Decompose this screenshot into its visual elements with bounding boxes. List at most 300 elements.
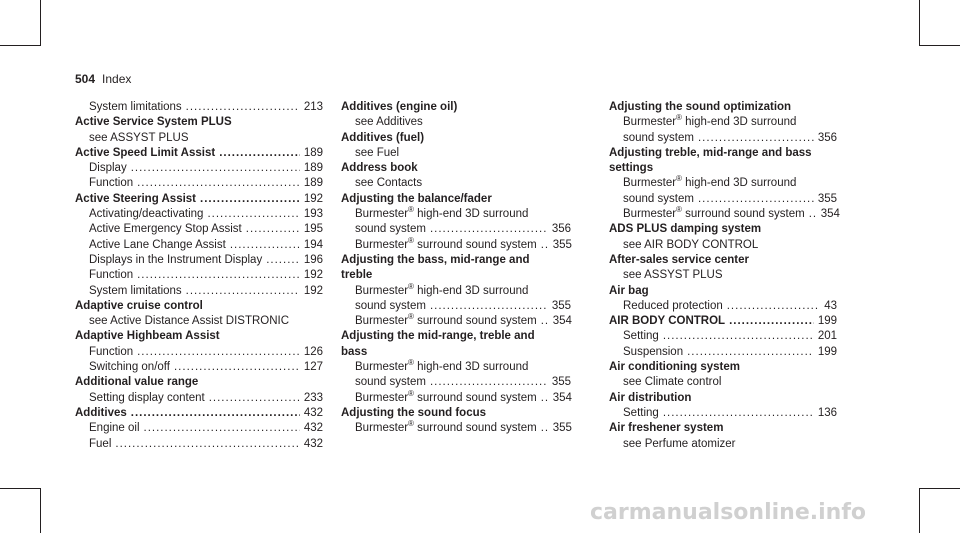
index-subentry <box>75 284 323 299</box>
crop-mark <box>919 45 960 46</box>
entry-label: Adaptive Highbeam Assist <box>75 330 220 343</box>
page-reference[interactable]: 201 <box>817 330 837 343</box>
page-header <box>75 72 131 86</box>
entry-label: Adjusting the balance/fader <box>341 192 492 205</box>
page-reference[interactable]: 213 <box>303 101 323 113</box>
page-reference[interactable]: 195 <box>303 223 323 236</box>
entry-label: Burmester <box>355 238 409 251</box>
entry-text <box>89 345 133 360</box>
entry-text <box>623 345 683 360</box>
entry-label-rest: high-end 3D surround <box>681 177 797 190</box>
dot-leader <box>186 100 300 115</box>
entry-label: System limitations <box>89 101 182 113</box>
entry-text <box>623 192 694 207</box>
entry-text <box>75 116 232 128</box>
index-subentry <box>609 115 837 130</box>
dot-leader <box>541 314 549 329</box>
entry-label: see Perfume atomizer <box>623 437 736 450</box>
dot-leader <box>186 284 300 299</box>
dot-leader <box>541 238 549 253</box>
index-subentry <box>609 345 837 360</box>
entry-label: see ASSYST PLUS <box>623 269 723 282</box>
entry-label: see Additives <box>355 116 423 129</box>
index-heading <box>609 100 837 115</box>
entry-label: ADS PLUS damping system <box>609 223 762 236</box>
entry-label: Additives (engine oil) <box>341 101 458 113</box>
entry-text <box>89 132 189 144</box>
page-reference[interactable]: 355 <box>552 238 572 251</box>
entry-label-rest: surround sound system <box>413 422 537 435</box>
dot-leader <box>137 176 300 191</box>
page-reference[interactable]: 199 <box>817 315 837 328</box>
entry-text <box>623 299 723 314</box>
registered-mark: ® <box>408 388 414 398</box>
entry-label: settings <box>609 162 654 175</box>
index-subentry <box>75 268 323 283</box>
entry-text <box>609 254 749 266</box>
dot-leader <box>230 238 300 253</box>
entry-text <box>75 300 203 312</box>
dot-leader <box>144 421 300 436</box>
index-subentry <box>341 421 571 436</box>
index-subentry <box>609 329 837 344</box>
index-subentry <box>75 437 323 452</box>
dot-leader <box>430 375 548 390</box>
entry-text <box>89 421 140 436</box>
page-reference[interactable]: 192 <box>303 269 323 282</box>
entry-label: Additives <box>75 406 127 419</box>
dot-leader <box>131 406 300 421</box>
page-reference[interactable]: 126 <box>303 345 323 358</box>
index-subentry <box>341 176 571 191</box>
dot-leader <box>137 345 300 360</box>
dot-leader <box>698 192 814 207</box>
index-heading <box>341 192 571 207</box>
entry-text <box>75 406 127 421</box>
page-reference[interactable]: 354 <box>820 208 840 221</box>
entry-label: see AIR BODY CONTROL <box>623 238 759 251</box>
entry-label: sound system <box>355 299 426 312</box>
entry-label: Burmester <box>355 361 409 374</box>
index-subentry <box>609 176 837 191</box>
entry-label: Setting <box>623 406 659 419</box>
dot-leader <box>200 192 300 207</box>
entry-label: sound system <box>355 376 426 389</box>
entry-label-rest: high-end 3D surround <box>413 284 529 297</box>
registered-mark: ® <box>408 312 414 322</box>
page-reference[interactable]: 355 <box>551 376 571 389</box>
index-heading <box>609 222 837 237</box>
index-heading <box>75 329 323 344</box>
entry-text <box>355 358 529 374</box>
entry-text <box>623 438 736 450</box>
entry-text <box>355 281 529 297</box>
page-reference[interactable]: 189 <box>303 162 323 175</box>
page-reference[interactable]: 199 <box>817 345 837 358</box>
section-title: Index <box>102 72 132 86</box>
entry-text <box>341 407 486 419</box>
index-heading <box>75 192 323 207</box>
entry-text <box>623 376 721 388</box>
entry-text <box>89 253 262 268</box>
crop-mark <box>40 0 41 45</box>
entry-text <box>341 193 492 205</box>
index-subentry <box>75 161 323 176</box>
index-heading <box>609 284 837 299</box>
dot-leader <box>809 207 817 222</box>
registered-mark: ® <box>676 174 682 184</box>
crop-mark <box>0 45 41 46</box>
entry-label: Burmester <box>355 391 409 404</box>
index-subentry <box>341 388 572 406</box>
page-reference[interactable]: 356 <box>817 131 837 144</box>
dot-leader <box>663 406 814 421</box>
index-subentry <box>609 406 837 421</box>
entry-text <box>623 113 797 129</box>
index-heading <box>341 406 571 421</box>
dot-leader <box>246 222 300 237</box>
entry-label: Air conditioning system <box>609 361 740 374</box>
page-reference[interactable]: 189 <box>303 146 323 159</box>
index-heading <box>341 268 571 283</box>
entry-label: treble <box>341 269 373 282</box>
entry-text <box>623 207 805 222</box>
entry-text <box>623 406 659 421</box>
entry-label: Activating/deactivating <box>89 208 204 221</box>
index-subentry <box>75 345 323 360</box>
entry-label: Burmester <box>623 208 677 221</box>
entry-label-rest: high-end 3D surround <box>413 208 529 221</box>
dot-leader <box>137 268 300 283</box>
entry-label: Active Steering Assist <box>75 192 197 205</box>
index-subentry <box>341 207 571 222</box>
entry-label: Active Service System PLUS <box>75 116 232 129</box>
entry-text <box>75 376 198 388</box>
index-heading <box>609 421 837 436</box>
index-column-1 <box>75 100 323 452</box>
index-subentry <box>75 100 323 115</box>
index-heading <box>609 360 837 375</box>
entry-label: Burmester <box>623 116 677 129</box>
page-reference[interactable]: 432 <box>303 437 323 450</box>
watermark: carmanualsonline.info <box>590 500 866 525</box>
page-reference[interactable]: 189 <box>303 177 323 190</box>
entry-label: Active Speed Limit Assist <box>75 146 216 159</box>
crop-mark <box>919 488 960 489</box>
index-column-3 <box>609 100 840 452</box>
entry-text <box>623 174 797 190</box>
entry-label: sound system <box>623 131 694 144</box>
entry-text <box>89 222 242 237</box>
entry-label: AIR BODY CONTROL <box>609 315 726 328</box>
entry-label: Adjusting treble, mid-range and bass <box>609 146 812 159</box>
entry-text <box>355 222 426 237</box>
entry-text <box>341 101 457 113</box>
entry-label: see Active Distance Assist DISTRONIC <box>89 315 290 328</box>
page-number: 504 <box>75 72 96 86</box>
dot-leader <box>207 207 299 222</box>
index-subentry <box>75 421 323 436</box>
dot-leader <box>115 437 299 452</box>
entry-label: Display <box>89 162 127 175</box>
dot-leader <box>131 161 300 176</box>
entry-label-rest: surround sound system <box>413 238 537 251</box>
page-reference[interactable]: 43 <box>824 299 837 312</box>
entry-label: Adjusting the sound optimization <box>609 101 792 113</box>
entry-label: Function <box>89 177 134 190</box>
entry-text <box>355 235 537 253</box>
entry-label: Displays in the Instrument Display <box>89 253 263 266</box>
entry-label: Setting display content <box>89 391 205 404</box>
registered-mark: ® <box>408 205 414 215</box>
index-heading <box>341 329 571 344</box>
index-subentry <box>341 235 572 253</box>
entry-text <box>89 100 182 115</box>
entry-label: Air freshener system <box>609 422 724 435</box>
page-reference[interactable]: 193 <box>303 208 323 221</box>
page-reference[interactable]: 355 <box>551 299 571 312</box>
dot-leader <box>209 391 300 406</box>
entry-label: see Climate control <box>623 376 722 389</box>
index-subentry <box>75 222 323 237</box>
entry-text <box>75 192 196 207</box>
dot-leader <box>174 360 300 375</box>
entry-label: see Contacts <box>355 177 423 190</box>
dot-leader <box>727 299 820 314</box>
entry-label: After-sales service center <box>609 253 749 266</box>
entry-label-rest: surround sound system <box>413 391 537 404</box>
index-subentry <box>75 176 323 191</box>
index-subentry <box>609 238 837 253</box>
index-heading <box>75 375 323 390</box>
entry-label: Adaptive cruise control <box>75 299 203 312</box>
entry-label: Active Emergency Stop Assist <box>89 223 242 236</box>
entry-label: Adjusting the sound focus <box>341 406 487 419</box>
index-subentry <box>75 207 323 222</box>
entry-label: Burmester <box>355 422 409 435</box>
index-subentry <box>609 205 840 222</box>
entry-label-rest: high-end 3D surround <box>681 116 797 129</box>
entry-label: Burmester <box>355 284 409 297</box>
entry-label: see Fuel <box>355 146 400 159</box>
entry-text <box>89 437 111 452</box>
page-reference[interactable]: 432 <box>303 406 323 419</box>
entry-text <box>355 314 537 329</box>
index-subentry <box>341 360 571 375</box>
dot-leader <box>663 329 814 344</box>
entry-label: Burmester <box>623 177 677 190</box>
entry-text <box>609 101 791 113</box>
entry-text <box>623 131 694 146</box>
index-subentry <box>609 192 837 207</box>
index-heading <box>341 345 571 360</box>
dot-leader <box>266 253 300 268</box>
crop-mark <box>919 0 920 45</box>
registered-mark: ® <box>408 419 414 429</box>
entry-text <box>341 132 424 144</box>
index-heading <box>341 131 571 146</box>
entry-label: Setting <box>623 330 659 343</box>
entry-text <box>609 422 723 434</box>
entry-label: Adjusting the bass, mid-range and <box>341 253 530 266</box>
entry-text <box>609 361 740 373</box>
entry-label: Air bag <box>609 284 649 297</box>
entry-text <box>623 329 659 344</box>
entry-text <box>355 375 426 390</box>
index-subentry <box>341 314 571 329</box>
index-subentry <box>341 375 571 390</box>
entry-text <box>355 205 529 221</box>
entry-text <box>75 146 215 161</box>
entry-label: Burmester <box>355 208 409 221</box>
index-subentry <box>609 437 837 452</box>
entry-label: Function <box>89 345 134 358</box>
index-subentry <box>609 131 837 146</box>
dot-leader <box>430 222 548 237</box>
dot-leader <box>698 131 814 146</box>
entry-label: see ASSYST PLUS <box>89 131 189 144</box>
entry-text <box>89 284 182 299</box>
entry-text <box>623 269 723 281</box>
entry-label: Additives (fuel) <box>341 131 425 144</box>
entry-text <box>75 330 220 342</box>
entry-label: Engine oil <box>89 422 140 435</box>
page-reference[interactable]: 127 <box>303 361 323 374</box>
entry-text <box>89 360 170 375</box>
registered-mark: ® <box>676 205 682 215</box>
page-reference[interactable]: 355 <box>552 422 572 435</box>
crop-mark <box>919 488 920 533</box>
entry-text <box>623 239 758 251</box>
index-subentry <box>341 222 571 237</box>
entry-label: Burmester <box>355 315 409 328</box>
page-reference[interactable]: 196 <box>303 253 323 266</box>
entry-text <box>89 268 133 283</box>
page-reference[interactable]: 194 <box>303 238 323 251</box>
entry-text <box>355 388 537 406</box>
index-subentry <box>609 268 837 283</box>
index-heading <box>609 314 837 329</box>
entry-text <box>355 147 399 159</box>
entry-text <box>341 254 530 266</box>
index-subentry <box>341 299 571 314</box>
entry-text <box>609 392 691 404</box>
index-heading <box>609 161 837 176</box>
page-reference[interactable]: 233 <box>303 391 323 404</box>
index-heading <box>75 406 323 421</box>
entry-text <box>89 315 289 327</box>
index-subentry <box>341 281 571 299</box>
entry-text <box>89 207 203 222</box>
dot-leader <box>541 391 549 406</box>
page-reference[interactable]: 355 <box>817 192 837 205</box>
entry-label: Active Lane Change Assist <box>89 238 226 251</box>
entry-label: bass <box>341 345 368 358</box>
page-reference[interactable]: 192 <box>303 192 323 205</box>
dot-leader <box>541 421 549 436</box>
page-reference[interactable]: 354 <box>552 391 572 404</box>
page-reference[interactable]: 432 <box>303 422 323 435</box>
registered-mark: ® <box>408 281 414 291</box>
registered-mark: ® <box>676 113 682 123</box>
entry-text <box>89 391 205 406</box>
page-reference[interactable]: 356 <box>551 223 571 236</box>
index-heading <box>609 146 837 161</box>
entry-text <box>341 162 418 174</box>
registered-mark: ® <box>408 235 414 245</box>
index-heading <box>341 253 571 268</box>
entry-label: sound system <box>623 192 694 205</box>
page-reference[interactable]: 192 <box>303 284 323 297</box>
index-subentry <box>75 360 323 375</box>
index-subentry <box>75 253 323 268</box>
index-subentry <box>341 146 571 161</box>
dot-leader <box>219 146 300 161</box>
entry-text <box>355 299 426 314</box>
entry-label: Switching on/off <box>89 361 170 374</box>
page-reference[interactable]: 136 <box>817 406 837 419</box>
entry-label: Fuel <box>89 437 112 450</box>
registered-mark: ® <box>408 358 414 368</box>
entry-label-rest: surround sound system <box>681 208 805 221</box>
entry-text <box>609 147 812 159</box>
crop-mark <box>40 488 41 533</box>
entry-text <box>341 269 372 281</box>
index-subentry <box>609 299 837 314</box>
entry-text <box>355 421 537 436</box>
crop-mark <box>0 488 41 489</box>
entry-label-rest: surround sound system <box>413 315 537 328</box>
page-reference[interactable]: 354 <box>552 315 572 328</box>
index-subentry <box>75 131 323 146</box>
index-subentry <box>609 375 837 390</box>
index-heading <box>609 253 837 268</box>
dot-leader <box>687 345 814 360</box>
entry-text <box>609 314 725 329</box>
entry-text <box>341 346 367 358</box>
entry-label: Adjusting the mid-range, treble and <box>341 330 535 343</box>
entry-label-rest: high-end 3D surround <box>413 361 529 374</box>
entry-text <box>89 161 127 176</box>
index-heading <box>75 115 323 130</box>
entry-label: Address book <box>341 162 418 175</box>
entry-text <box>355 177 422 189</box>
entry-label: System limitations <box>89 284 182 297</box>
entry-label: Additional value range <box>75 376 199 389</box>
entry-text <box>609 285 649 297</box>
entry-text <box>355 116 423 128</box>
entry-label: Suspension <box>623 345 684 358</box>
index-subentry <box>75 314 323 329</box>
index-subentry <box>75 391 323 406</box>
entry-text <box>341 330 535 342</box>
index-heading <box>341 161 571 176</box>
index-heading <box>75 299 323 314</box>
entry-text <box>609 223 761 235</box>
index-heading <box>75 146 323 161</box>
entry-text <box>89 238 226 253</box>
entry-text <box>609 162 653 174</box>
entry-label: Reduced protection <box>623 299 723 312</box>
entry-label: sound system <box>355 223 426 236</box>
entry-label: Function <box>89 269 134 282</box>
index-subentry <box>75 238 323 253</box>
dot-leader <box>430 299 548 314</box>
index-column-2 <box>341 100 571 437</box>
index-subentry <box>341 115 571 130</box>
dot-leader <box>729 314 814 329</box>
index-heading <box>341 100 571 115</box>
